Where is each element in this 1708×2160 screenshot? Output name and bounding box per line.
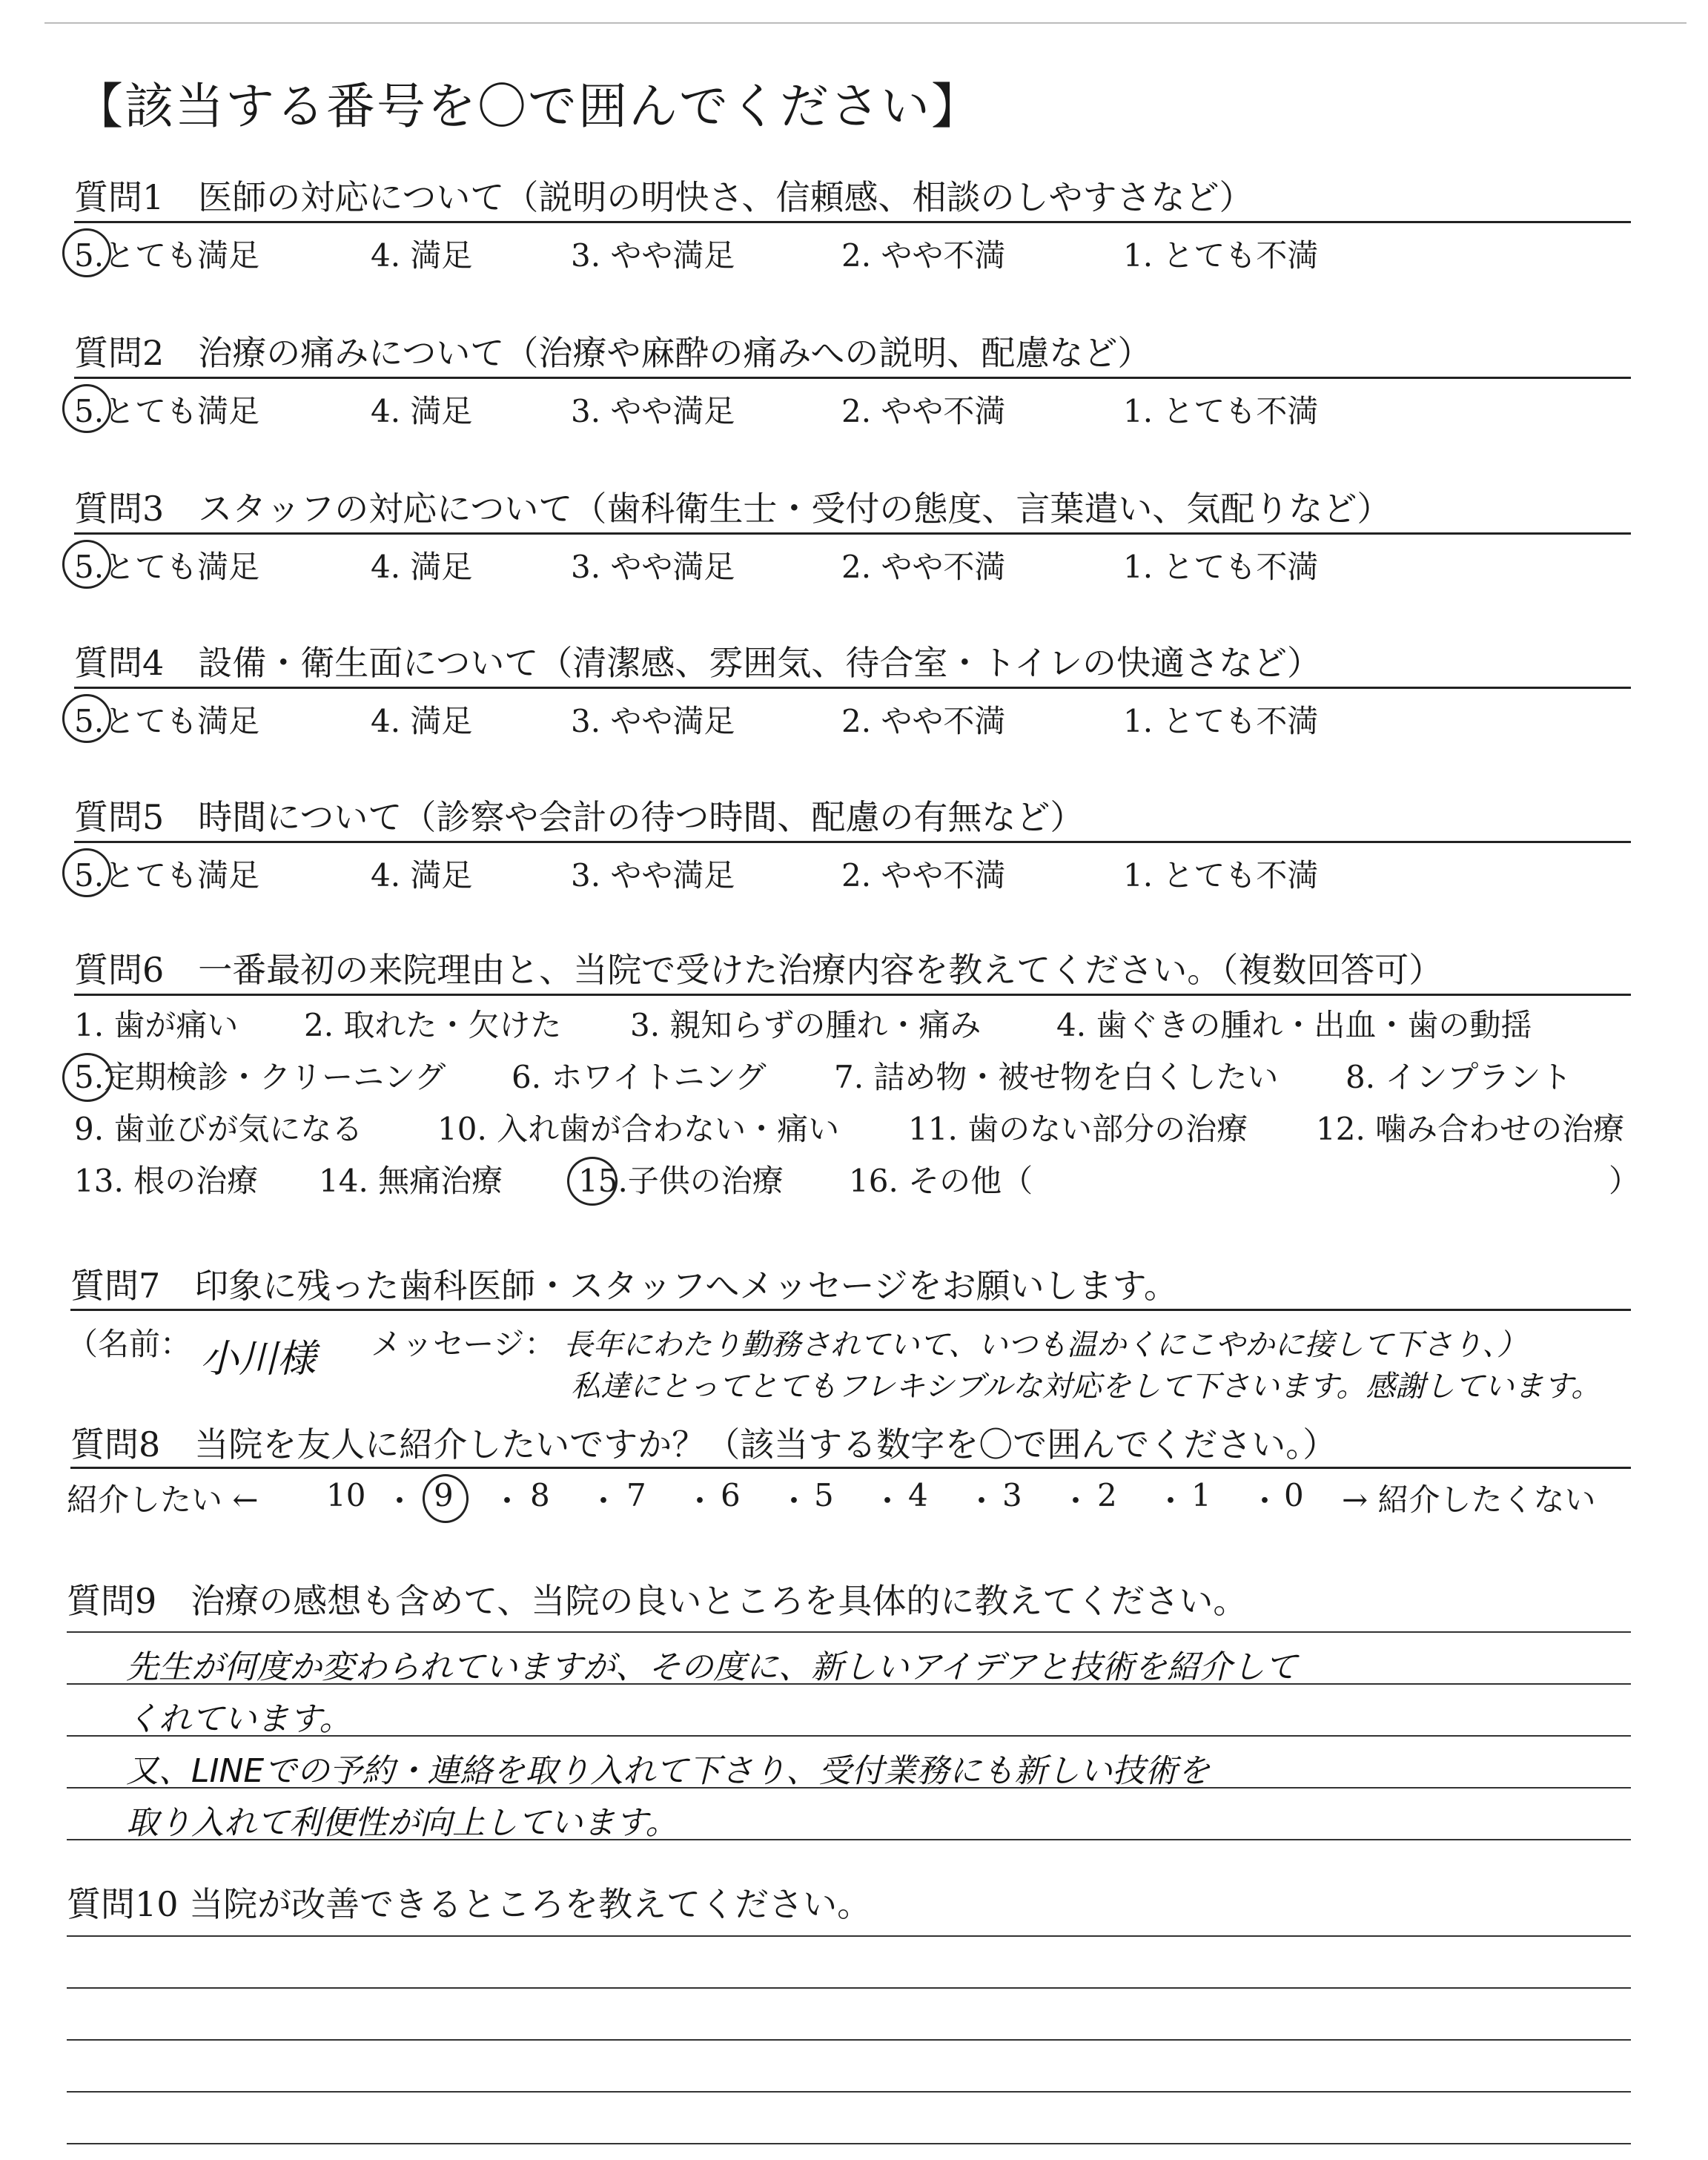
- q3-option-4: 4. 満足: [371, 549, 473, 585]
- q8-scale-3: 3: [1002, 1477, 1022, 1513]
- q5-option-3: 3. やや満足: [571, 857, 735, 894]
- q4-heading: 質問4 設備・衛生面について（清潔感、雰囲気、待合室・トイレの快適さなど）: [74, 643, 1322, 683]
- q6-selection-circle-15: [567, 1157, 618, 1206]
- q2-option-5: 5.とても満足: [74, 393, 260, 429]
- q4-rule: [74, 687, 1631, 689]
- q3-option-1: 1. とても不満: [1123, 549, 1319, 585]
- q6-option-14: 14. 無痛治療: [319, 1163, 503, 1199]
- page-title: 【該当する番号を〇で囲んでください】: [74, 78, 982, 135]
- q2-rule: [74, 377, 1631, 379]
- q1-option-1: 1. とても不満: [1123, 237, 1319, 274]
- q3-rule: [74, 532, 1631, 535]
- q8-scale-separator: ・: [872, 1483, 904, 1519]
- q6-heading: 質問6 一番最初の来院理由と、当院で受けた治療内容を教えてください。（複数回答可）: [74, 950, 1443, 990]
- q7-heading: 質問7 印象に残った歯科医師・スタッフへメッセージをお願いします。: [70, 1266, 1178, 1306]
- q8-scale-8: 8: [530, 1477, 550, 1513]
- q2-option-1: 1. とても不満: [1123, 393, 1319, 429]
- q4-selection-circle: [62, 694, 111, 743]
- q3-option-5: 5.とても満足: [74, 549, 260, 585]
- q8-scale-separator: ・: [778, 1483, 810, 1519]
- q1-heading: 質問1 医師の対応について（説明の明快さ、信頼感、相談のしやすさなど）: [74, 177, 1254, 217]
- q1-option-2: 2. やや不満: [841, 237, 1006, 274]
- q5-option-5: 5.とても満足: [74, 857, 260, 894]
- q3-selection-circle: [62, 540, 111, 589]
- q6-rule: [74, 994, 1631, 996]
- q5-option-4: 4. 満足: [371, 857, 473, 894]
- q8-scale-separator: ・: [1060, 1483, 1092, 1519]
- scan-top-edge: [44, 22, 1687, 24]
- q6-option-8: 8. インプラント: [1345, 1059, 1572, 1095]
- q2-heading: 質問2 治療の痛みについて（治療や麻酔の痛みへの説明、配慮など）: [74, 333, 1152, 373]
- q1-option-3: 3. やや満足: [571, 237, 735, 274]
- q8-heading: 質問8 当院を友人に紹介したいですか？（該当する数字を〇で囲んでください。）: [70, 1424, 1337, 1464]
- q6-option-11: 11. 歯のない部分の治療: [908, 1111, 1248, 1147]
- q10-line-rule-3: [67, 2039, 1631, 2041]
- q10-line-rule-5: [67, 2143, 1631, 2144]
- q8-selection-circle: [423, 1474, 469, 1523]
- q4-option-1: 1. とても不満: [1123, 703, 1319, 739]
- q6-option-10: 10. 入れ歯が合わない・痛い: [437, 1111, 840, 1147]
- q6-selection-circle-5: [62, 1053, 113, 1102]
- q8-scale-9: 9: [434, 1477, 454, 1513]
- q4-option-5: 5.とても満足: [74, 703, 260, 739]
- q1-option-5: 5.とても満足: [74, 237, 260, 274]
- q9-heading: 質問9 治療の感想も含めて、当院の良いところを具体的に教えてください。: [67, 1581, 1248, 1621]
- q6-option-5: 5.定期検診・クリーニング: [74, 1059, 446, 1095]
- q6-option-1: 1. 歯が痛い: [74, 1007, 239, 1043]
- q8-scale-separator: ・: [966, 1483, 998, 1519]
- q8-scale-10: 10: [326, 1477, 366, 1513]
- q2-option-3: 3. やや満足: [571, 393, 735, 429]
- q8-right-label: → 紹介したくない: [1342, 1482, 1596, 1518]
- q7-message-line-2: 私達にとってとてもフレキシブルな対応をして下さいます。感謝しています。: [571, 1370, 1601, 1404]
- q3-heading: 質問3 スタッフの対応について（歯科衛生士・受付の態度、言葉遣い、気配りなど）: [74, 489, 1391, 529]
- q4-option-3: 3. やや満足: [571, 703, 735, 739]
- q4-option-4: 4. 満足: [371, 703, 473, 739]
- q6-option-13: 13. 根の治療: [74, 1163, 259, 1199]
- q5-selection-circle: [62, 848, 111, 897]
- q6-option-12: 12. 噛み合わせの治療: [1316, 1111, 1625, 1147]
- q6-option-3: 3. 親知らずの腫れ・痛み: [630, 1007, 982, 1043]
- q5-rule: [74, 841, 1631, 843]
- q5-option-1: 1. とても不満: [1123, 857, 1319, 894]
- q8-scale-4: 4: [908, 1477, 928, 1513]
- q3-option-2: 2. やや不満: [841, 549, 1006, 585]
- q6-option-16: 16. その他（: [849, 1163, 1033, 1199]
- q8-left-label: 紹介したい ←: [67, 1482, 259, 1518]
- q10-heading: 質問10 当院が改善できるところを教えてください。: [67, 1884, 872, 1924]
- q10-line-rule-1: [67, 1935, 1631, 1937]
- q8-scale-6: 6: [721, 1477, 741, 1513]
- q8-scale-separator: ・: [588, 1483, 620, 1519]
- q8-scale-5: 5: [814, 1477, 834, 1513]
- q5-option-2: 2. やや不満: [841, 857, 1006, 894]
- q7-rule: [70, 1309, 1631, 1311]
- q6-option-6: 6. ホワイトニング: [512, 1059, 767, 1095]
- q5-heading: 質問5 時間について（診察や会計の待つ時間、配慮の有無など）: [74, 797, 1085, 837]
- q8-scale-separator: ・: [384, 1483, 416, 1519]
- q7-name-label: （名前：: [67, 1326, 192, 1362]
- q9-line-rule-1: [67, 1631, 1631, 1633]
- q9-answer-line-3: 又、LINEでの予約・連絡を取り入れて下さり、受付業務にも新しい技術を: [126, 1752, 1211, 1790]
- q8-scale-1: 1: [1191, 1477, 1211, 1513]
- q7-message-label: メッセージ：: [371, 1326, 556, 1362]
- q7-name-handwritten: 小川様: [200, 1337, 317, 1381]
- q8-scale-2: 2: [1097, 1477, 1117, 1513]
- q10-line-rule-2: [67, 1987, 1631, 1989]
- q7-message-line-1: 長年にわたり勤務されていて、いつも温かくにこやかに接して下さり、）: [563, 1328, 1527, 1362]
- q9-answer-line-2: くれています。: [126, 1700, 352, 1738]
- q8-scale-separator: ・: [1249, 1483, 1281, 1519]
- q6-option-7: 7. 詰め物・被せ物を白くしたい: [834, 1059, 1279, 1095]
- q3-option-3: 3. やや満足: [571, 549, 735, 585]
- q8-scale-7: 7: [626, 1477, 646, 1513]
- q6-option-4: 4. 歯ぐきの腫れ・出血・歯の動揺: [1056, 1007, 1532, 1043]
- q1-selection-circle: [62, 228, 111, 277]
- q9-answer-line-4: 取り入れて利便性が向上しています。: [126, 1804, 678, 1842]
- q1-rule: [74, 221, 1631, 223]
- q8-scale-separator: ・: [1155, 1483, 1187, 1519]
- q1-option-4: 4. 満足: [371, 237, 473, 274]
- q6-option-15: 15.子供の治療: [578, 1163, 784, 1199]
- q6-option-17: ）: [1609, 1163, 1641, 1199]
- q8-scale-0: 0: [1284, 1477, 1304, 1513]
- q6-option-9: 9. 歯並びが気になる: [74, 1111, 363, 1147]
- q4-option-2: 2. やや不満: [841, 703, 1006, 739]
- q6-option-2: 2. 取れた・欠けた: [304, 1007, 562, 1043]
- q9-answer-line-1: 先生が何度か変わられていますが、その度に、新しいアイデアと技術を紹介して: [126, 1648, 1298, 1686]
- q8-scale-separator: ・: [491, 1483, 523, 1519]
- q8-scale-separator: ・: [684, 1483, 716, 1519]
- q10-line-rule-4: [67, 2091, 1631, 2093]
- q2-selection-circle: [62, 384, 111, 433]
- q2-option-4: 4. 満足: [371, 393, 473, 429]
- q8-rule: [70, 1467, 1631, 1469]
- q2-option-2: 2. やや不満: [841, 393, 1006, 429]
